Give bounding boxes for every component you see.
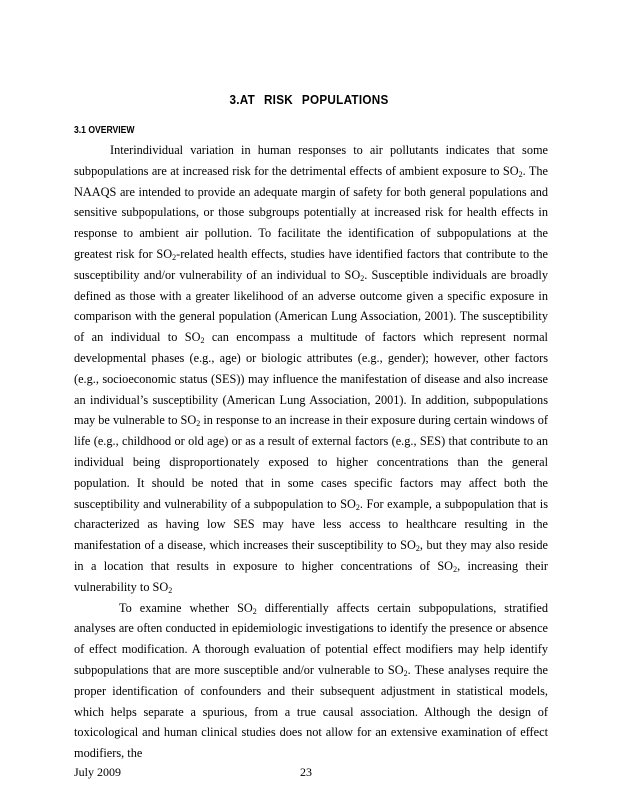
subscript: 2	[168, 585, 173, 595]
p1-text-9: , increasing their vulnerability to SO	[74, 558, 548, 594]
subscript: 2	[360, 273, 365, 283]
subscript: 2	[415, 544, 420, 554]
p1-text-6: in response to an increase in their exposure during certain windows of life (e.g., childhood or old age) or as a result of external factors (e.g., SES) that contribute to an individual being disproportionately exposed to higher concentrations than the general population. It should be noted that in some cases specific factors may affect both the susceptibility and vulnerability of a subpopulation to SO	[74, 413, 548, 511]
subscript: 2	[172, 252, 177, 262]
paragraph-1	[74, 140, 548, 598]
subscript: 2	[518, 169, 523, 179]
body-text	[74, 140, 548, 764]
section-heading: 3.1 OVERVIEW	[74, 125, 135, 136]
p1-text-3: -related health effects, studies have identified factors that contribute to the susceptibility and/or vulnerability of an individual to SO	[74, 246, 548, 282]
subscript: 2	[196, 419, 201, 429]
chapter-title: 3.AT RISK POPULATIONS	[229, 92, 389, 107]
page-number: 23	[300, 765, 312, 779]
footer-date: July 2009	[74, 765, 122, 779]
p2-text-2: differentially affects certain subpopulations, stratified analyses are often conducted in epidemiologic investigations to identify the presence or absence of effect modification. A thorough evaluation of potential effect modifiers may help identify subpopulations that are more susceptible and/or vulnerable to SO	[74, 600, 549, 677]
subscript: 2	[200, 336, 205, 346]
p1-text-4: . Susceptible individuals are broadly defined as those with a greater likelihood of an adverse outcome given a specific exposure in comparison with the general population (American Lung Association, 2001). The susceptibility of an individual to SO	[74, 267, 548, 345]
subscript: 2	[403, 668, 408, 678]
subscript: 2	[355, 502, 360, 512]
subscript: 2	[252, 606, 257, 616]
p1-text-8: , but they may also reside in a location that results in exposure to higher concentrations of SO	[74, 538, 549, 573]
p1-text-5: can encompass a multitude of factors which represent normal developmental phases (e.g., age) or biologic attributes (e.g., gender); however, other factors (e.g., socioeconomic status (SES)) may influence the manifestation of disease and also increase an individual’s susceptibility (American Lung Association, 2001). In addition, subpopulations may be vulnerable to SO	[74, 330, 548, 428]
p2-text-1: To examine whether SO	[119, 600, 253, 615]
subscript: 2	[453, 564, 458, 574]
p1-text-1: Interindividual variation in human responses to air pollutants indicates that some subpopulations are at increased risk for the detrimental effects of ambient exposure to SO	[74, 143, 548, 178]
paragraph-2	[74, 598, 548, 764]
p2-text-3: . These analyses require the proper identification of confounders and their subsequent adjustment in statistical models, which helps separate a spurious, from a true causal association. Although the design of toxicological and human clinical studies does not allow for an extensive examination of effect modifiers, the	[74, 662, 548, 761]
p1-text-2: . The NAAQS are intended to provide an adequate margin of safety for both general populations and sensitive subpopulations, or those subgroups potentially at increased risk for health effects in response to ambient air pollution. To facilitate the identification of subpopulations at the greatest risk for SO	[74, 163, 548, 261]
p1-text-7: . For example, a subpopulation that is characterized as having low SES may have less access to healthcare resulting in the manifestation of a disease, which increases their susceptibility to SO	[74, 496, 548, 553]
